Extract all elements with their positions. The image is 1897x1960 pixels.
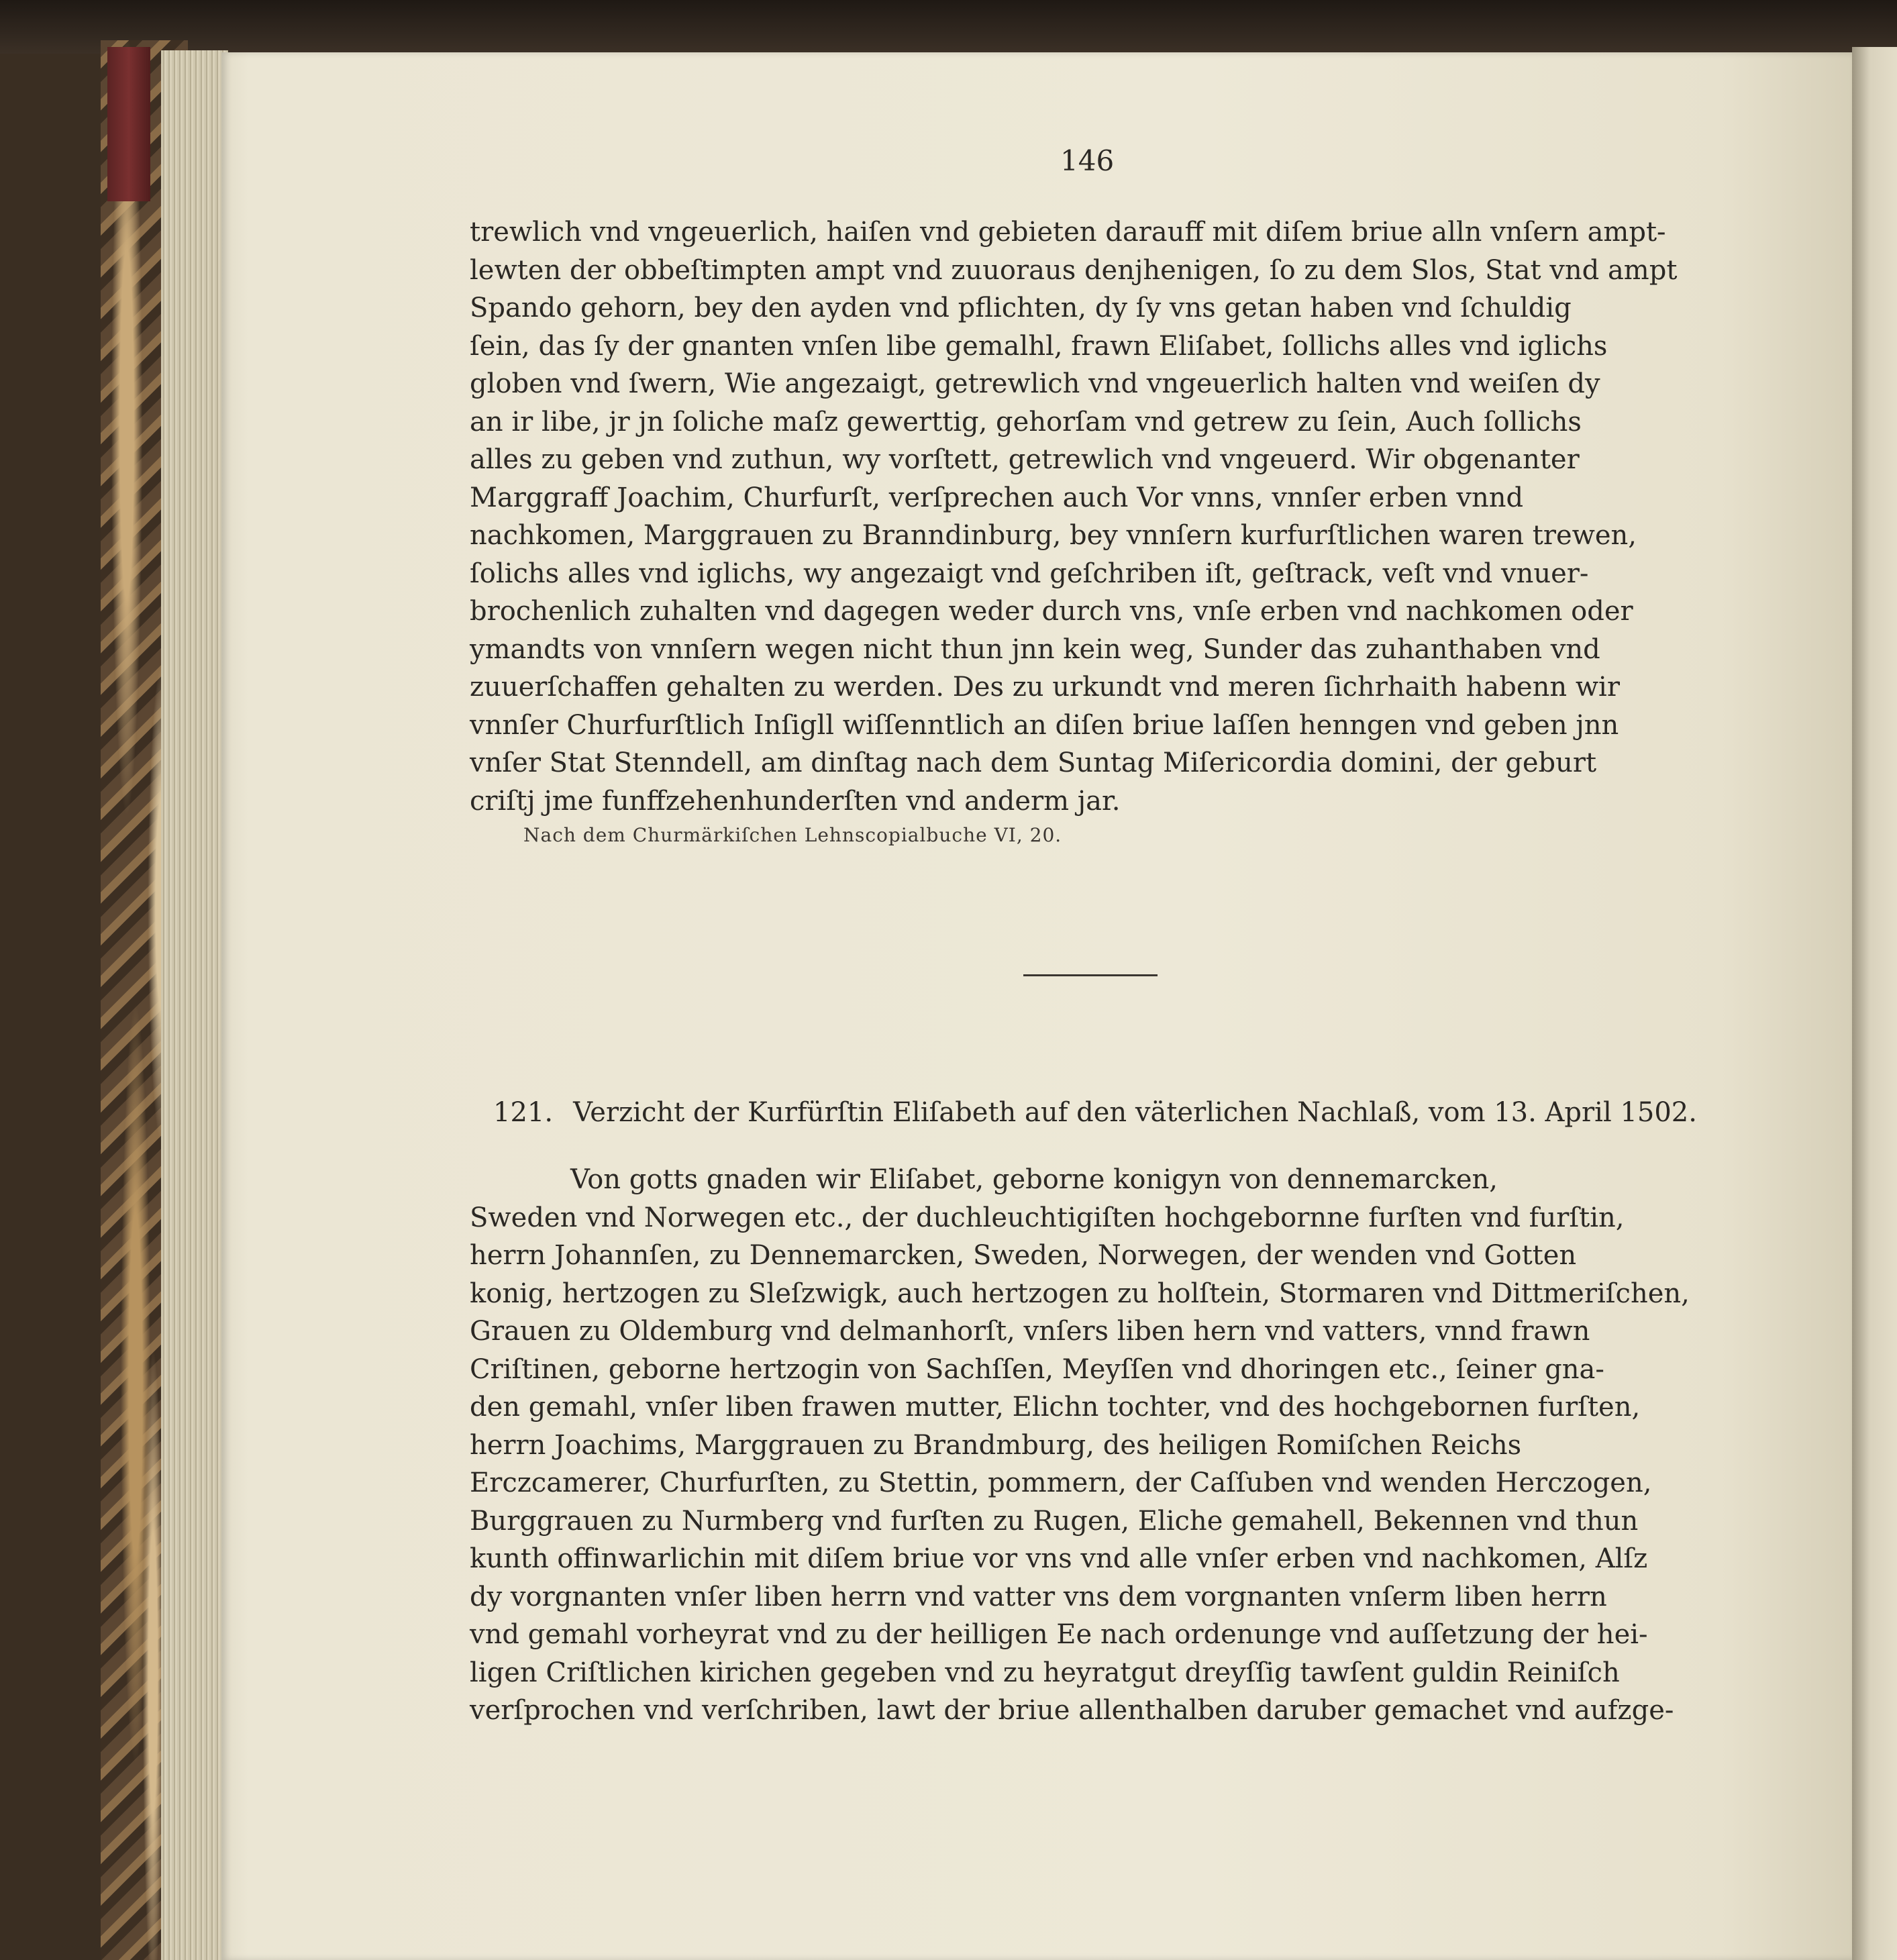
text-line: globen vnd ſwern, Wie angezaigt, getrewlich vnd vngeuerlich halten vnd weiſen dy (470, 368, 1600, 399)
book-top-edge (0, 0, 1897, 54)
text-line: Grauen zu Oldemburg vnd delmanhorſt, vnſers liben hern vnd vatters, vnnd frawn (470, 1316, 1590, 1347)
paragraph-1 (470, 213, 1718, 820)
text-line: brochenlich zuhalten vnd dagegen weder durch vns, vnſe erben vnd nachkomen oder (470, 596, 1633, 627)
text-line: ligen Criſtlichen kirichen gegeben vnd zu heyratgut dreyſſig tawſent guldin Reiniſch (470, 1657, 1620, 1688)
text-line: herrn Johannſen, zu Dennemarcken, Sweden, Norwegen, der wenden vnd Gotten (470, 1240, 1577, 1271)
text-line: Von gotts gnaden wir Eliſabet, geborne konigyn von dennemarcken, (570, 1164, 1498, 1195)
text-line: den gemahl, vnſer liben frawen mutter, Elichn tochter, vnd des hochgebornen furſten, (470, 1392, 1641, 1423)
text-line: herrn Joachims, Marggrauen zu Brandmburg, des heiligen Romiſchen Reichs (470, 1429, 1522, 1461)
text-line: vnd gemahl vorheyrat vnd zu der heilligen Ee nach ordenunge vnd auſſetzung der hei- (470, 1619, 1648, 1650)
text-line: nachkomen, Marggrauen zu Branndinburg, bey vnnſern kurfurſtlichen waren trewen, (470, 520, 1637, 551)
text-line: ſein, das ſy der gnanten vnſen libe gemalhl, frawn Eliſabet, ſollichs alles vnd iglichs (470, 330, 1608, 362)
paragraph-2 (470, 1161, 1718, 1730)
text-line: lewten der obbeſtimpten ampt vnd zuuoraus denjhenigen, ſo zu dem Slos, Stat vnd ampt (470, 254, 1678, 286)
text-line: kunth offinwarlichin mit diſem briue vor vns vnd alle vnſer erben vnd nachkomen, Alſz (470, 1543, 1648, 1574)
text-line: verſprochen vnd verſchriben, lawt der briue allenthalben daruber gemachet vnd aufzge- (470, 1695, 1674, 1726)
text-line: Sweden vnd Norwegen etc., der duchleuchtigiſten hochgebornne furſten vnd furſtin, (470, 1202, 1625, 1233)
text-line: Marggraff Joachim, Churfurſt, verſprechen auch Vor vnns, vnnſer erben vnnd (470, 482, 1524, 513)
text-line: an ir libe, jr jn ſoliche maſz gewerttig, gehorſam vnd getrew zu ſein, Auch ſollichs (470, 406, 1582, 437)
document-title: Verzicht der Kurfürſtin Eliſabeth auf den väterlichen Nachlaß, vom 13. April 1502. (573, 1097, 1697, 1128)
document-heading (493, 1097, 1701, 1128)
page-edges (161, 50, 228, 1960)
page-number: 146 (1060, 144, 1115, 177)
text-line: ſolichs alles vnd iglichs, wy angezaigt vnd geſchriben iſt, geſtrack, veſt vnd vnuer- (470, 558, 1589, 589)
text-line: zuuerſchaffen gehalten zu werden. Des zu urkundt vnd meren ſichrhaith habenn wir (470, 672, 1620, 703)
document-number: 121. (493, 1097, 554, 1128)
text-line: alles zu geben vnd zuthun, wy vorſtett, getrewlich vnd vngeuerd. Wir obgenanter (470, 444, 1580, 475)
text-line: Criſtinen, geborne hertzogin von Sachſſen, Meyſſen vnd dhoringen etc., ſeiner gna- (470, 1353, 1604, 1385)
text-line: dy vorgnanten vnſer liben herrn vnd vatter vns dem vorgnanten vnſerm liben herrn (470, 1581, 1607, 1612)
spine-label (107, 47, 150, 201)
section-divider (1023, 974, 1158, 976)
text-line: Erczcamerer, Churfurſten, zu Stettin, pommern, der Caſſuben vnd wenden Herczogen, (470, 1467, 1652, 1498)
text-line: Spando gehorn, bey den ayden vnd pflichten, dy ſy vns getan haben vnd ſchuldig (470, 293, 1572, 323)
text-line: ymandts von vnnſern wegen nicht thun jnn kein weg, Sunder das zuhanthaben vnd (470, 633, 1600, 665)
text-line: criſtj jme funffzehenhunderſten vnd anderm jar. (470, 785, 1121, 817)
source-note: Nach dem Churmärkiſchen Lehnscopialbuche VI, 20. (523, 824, 1062, 846)
text-line: konig, hertzogen zu Sleſzwigk, auch hertzogen zu holſtein, Stormaren vnd Dittmeriſchen, (470, 1278, 1690, 1309)
text-line: vnſer Stat Stenndell, am dinſtag nach dem Suntag Miſericordia domini, der geburt (470, 747, 1597, 778)
text-line: Burggrauen zu Nurmberg vnd furſten zu Rugen, Eliche gemahell, Bekennen vnd thun (470, 1505, 1639, 1537)
text-line: vnnſer Churfurſtlich Inſigll wiſſenntlich an diſen briue laſſen henngen vnd geben jnn (470, 709, 1619, 741)
facing-page-edge (1852, 47, 1897, 1960)
text-line: trewlich vnd vngeuerlich, haiſen vnd gebieten darauff mit diſem briue alln vnſern ampt- (470, 217, 1666, 248)
